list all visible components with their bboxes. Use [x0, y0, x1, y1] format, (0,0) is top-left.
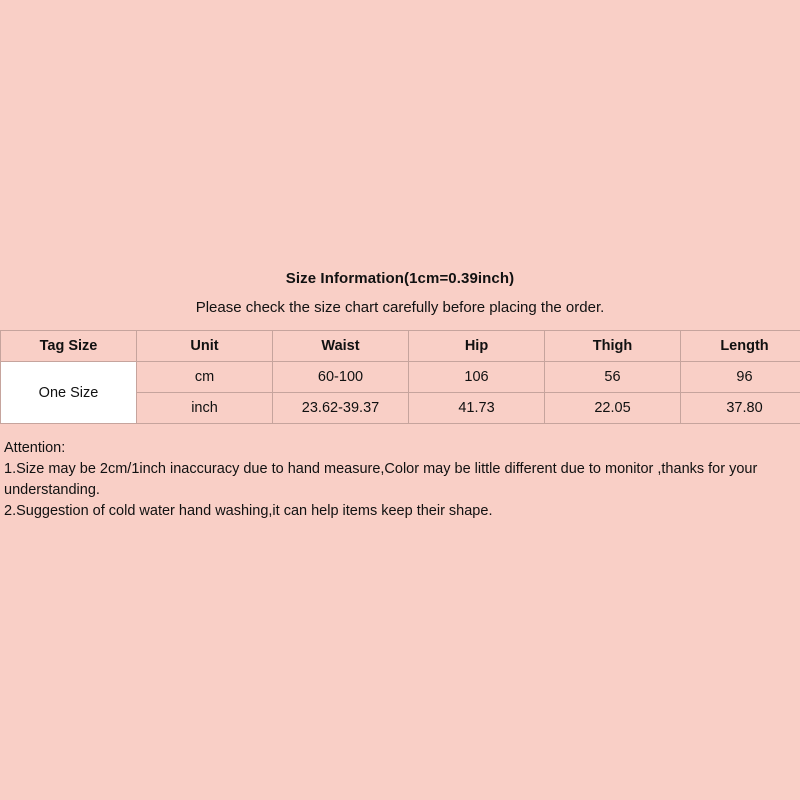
attention-line-2: 2.Suggestion of cold water hand washing,it can help items keep their shape. — [4, 503, 493, 520]
attention-block — [0, 424, 800, 522]
length-cell-cm: 96 — [681, 362, 800, 393]
thigh-cell-cm: 56 — [545, 362, 681, 393]
table-header-row — [1, 331, 800, 362]
hip-cell-cm: 106 — [409, 362, 545, 393]
column-header-unit: Unit — [137, 331, 273, 362]
thigh-cell-inch: 22.05 — [545, 393, 681, 424]
waist-cell-inch: 23.62-39.37 — [273, 393, 409, 424]
page-title: Size Information(1cm=0.39inch) — [285, 270, 515, 287]
column-header-length: Length — [681, 331, 800, 362]
unit-cell-cm: cm — [137, 362, 273, 393]
column-header-waist: Waist — [273, 331, 409, 362]
column-header-tag-size: Tag Size — [1, 331, 137, 362]
tag-size-cell: One Size — [1, 362, 137, 424]
size-chart-block — [0, 256, 800, 522]
waist-cell-cm: 60-100 — [273, 362, 409, 393]
length-cell-inch: 37.80 — [681, 393, 800, 424]
hip-cell-inch: 41.73 — [409, 393, 545, 424]
attention-heading: Attention: — [4, 440, 66, 456]
table-row — [1, 362, 800, 393]
attention-line-1: 1.Size may be 2cm/1inch inaccuracy due to hand measure,Color may be little different due to monitor ,thanks for your understanding. — [4, 461, 762, 499]
size-table — [0, 330, 800, 424]
column-header-hip: Hip — [409, 331, 545, 362]
page-subtitle: Please check the size chart carefully before placing the order. — [195, 299, 605, 316]
unit-cell-inch: inch — [137, 393, 273, 424]
column-header-thigh: Thigh — [545, 331, 681, 362]
